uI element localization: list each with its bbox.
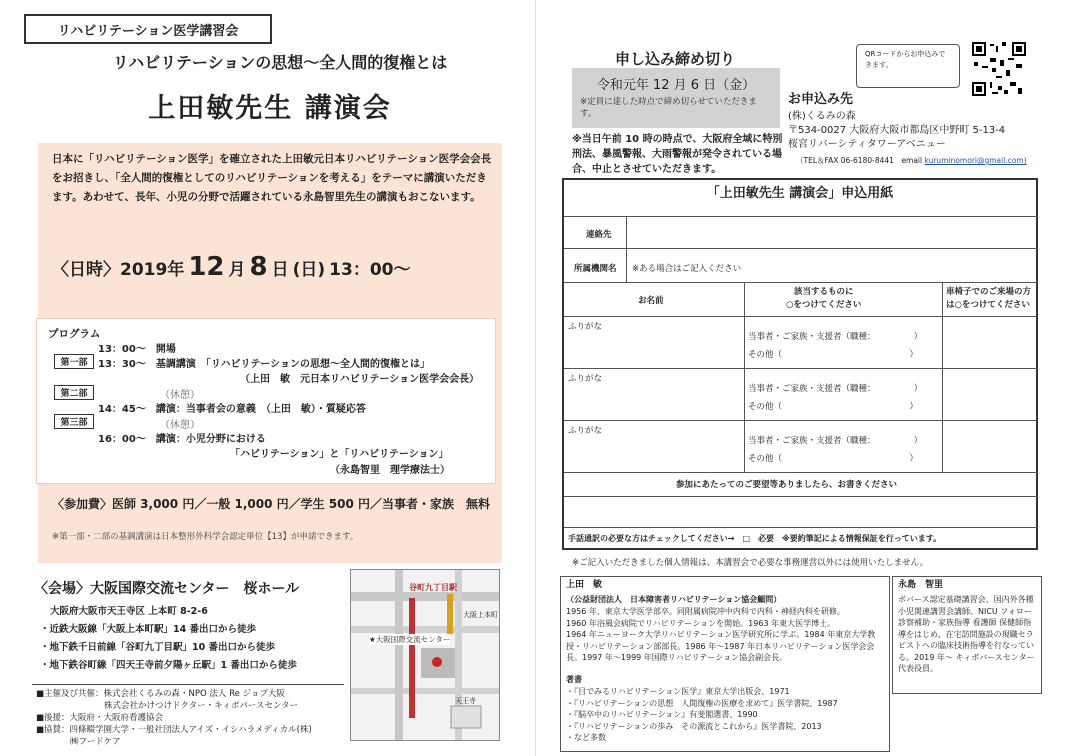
- flyer-right-page: [535, 0, 1069, 756]
- venue-address: 大阪府大阪市天王寺区 上本町 8-2-6: [50, 606, 208, 617]
- furigana-label: ふりがな: [568, 426, 603, 436]
- form-rule: [564, 248, 1038, 249]
- deadline-note: ※定員に達した時点で締め切らせていただきます。: [580, 97, 757, 119]
- program-row: （永島智里 理学療法士）: [330, 465, 450, 476]
- form-col-rule: [942, 282, 943, 472]
- bio-work: ・『リハビリテーションの思想 人間復権の医療を求めて』医学書院、1987: [566, 698, 838, 708]
- bio-work: ・『脳卒中のリハビリテーション』有斐閣選書、1990: [566, 710, 758, 719]
- map-station-label: 大阪上本町: [463, 611, 498, 619]
- bio-text: ボバース認定基礎講習会、国内外各種 小児関連講習会講師。NICU フォロー診察補助・家族指導 看護師 保健師指導をはじめ、在宅訪問施設の現職セラピストへの臨床技術指導を行なっている。2019 年〜 キィボバースセンター代表役員。: [898, 595, 1035, 673]
- program-row: （上田 敏 元日本リハビリテーション医学会会長）: [240, 374, 480, 385]
- flyer-left-page: [0, 0, 534, 756]
- bio-name: 上田 敏: [566, 580, 603, 590]
- qr-code-icon[interactable]: [970, 40, 1028, 98]
- contact-field-label: 連絡先: [586, 230, 612, 240]
- bio-line: 1956 年、東京大学医学部卒。同附属病院冲中内科で内科・神経内科を研修。: [566, 607, 845, 616]
- sign-language-check[interactable]: 手話通訳の必要な方はチェックしてください→ □ 必要 ※要約筆記による情報保証を行っています。: [568, 534, 942, 543]
- role-option[interactable]: その他（ ）: [748, 350, 919, 360]
- form-col-rule: [744, 282, 745, 472]
- part-badge-2: 第二部: [54, 385, 94, 400]
- lecture-subtitle: リハビリテーションの思想〜全人間的復権とは: [112, 53, 448, 72]
- program-row: [98, 355, 430, 370]
- form-rule: [564, 496, 1038, 497]
- organizer-line: ㈱フードケア: [36, 737, 121, 747]
- venue-heading: 〈会場〉大阪国際交流センター 桜ホール: [34, 581, 300, 597]
- access-line: ・地下鉄千日前線「谷町九丁目駅」10 番出口から徒歩: [40, 642, 276, 653]
- weather-cancellation-note: ※当日午前 10 時の時点で、大阪府全域に特別刑法、暴風警報、大雨警報が発令されている場合、中止とさせていただきます。: [572, 134, 783, 175]
- program-row: [98, 340, 176, 355]
- role-option[interactable]: その他（ ）: [748, 454, 919, 464]
- bio-works-label: 著書: [566, 675, 582, 684]
- name-field[interactable]: [566, 330, 742, 366]
- organizer-line: 株式会社かけつけドクター・キィボパースセンター: [36, 701, 299, 711]
- part-badge-1: 第一部: [54, 354, 94, 369]
- program-title: プログラム: [48, 328, 101, 340]
- affiliation-field-label: 所属機関名: [574, 264, 617, 274]
- form-rule: [564, 282, 1038, 283]
- bio-career: [566, 606, 884, 664]
- program-break: （休憩）: [160, 390, 200, 401]
- access-line: ・地下鉄谷町線「四天王寺前夕陽ヶ丘駅」1 番出口から徒歩: [40, 660, 297, 671]
- contact-email-link[interactable]: kuruminomori@gmail.com): [924, 156, 1027, 165]
- form-rule: [564, 472, 1038, 473]
- certification-note: ※第一部・二部の基調講演は日本整形外科学会認定単位【13】が申請できます。: [52, 532, 359, 542]
- datetime-time: 13：00〜: [329, 260, 411, 280]
- datetime-day: 8: [249, 252, 268, 282]
- event-datetime: [52, 252, 502, 282]
- access-line: ・近鉄大阪線「大阪上本町駅」14 番出口から徒歩: [40, 624, 257, 635]
- role-option[interactable]: 当事者・ご家族・支援者（職種： ）: [748, 436, 923, 446]
- role-column-header: 該当するものに ○をつけてください: [786, 287, 862, 310]
- contact-phone: （TEL＆FAX 06-6180-8441 email: [796, 156, 923, 165]
- series-badge: リハビリテーション医学講習会: [24, 14, 272, 44]
- map-graphic: [351, 570, 500, 741]
- datetime-month: 12: [188, 252, 225, 282]
- map-station-label: 谷町九丁目駅: [409, 583, 457, 592]
- program-time: 13：00〜: [98, 344, 146, 355]
- program-row: 「ハビリテーション」と「リハビリテーション」: [230, 449, 449, 460]
- datetime-month-unit: 月: [228, 260, 246, 280]
- program-text: 講演：小児分野における: [155, 434, 266, 445]
- apply-heading: お申込み先: [788, 92, 854, 107]
- wheelchair-field[interactable]: [944, 422, 1036, 470]
- program-time: 13：30〜: [98, 359, 146, 370]
- form-rule: [564, 368, 1038, 369]
- affiliation-note: ※ある場合はご記入ください: [632, 264, 742, 274]
- requests-label: 参加にあたってのご要望等ありましたら、お書きください: [676, 480, 898, 490]
- form-rule: [564, 216, 1038, 217]
- bio-org: （公益財団法人 日本障害者リハビリテーション協会顧問）: [566, 595, 782, 604]
- apply-company: (株)くるみの森: [788, 111, 856, 122]
- program-text: 講演：当事者会の意義 （上田 敏）・質疑応答: [155, 404, 366, 415]
- bio-work: ・など多数: [566, 733, 606, 742]
- deadline-label: 申し込み締め切り: [614, 50, 735, 68]
- furigana-label: ふりがな: [568, 374, 603, 384]
- form-title: 「上田敏先生 講演会」申込用紙: [706, 186, 894, 201]
- map-venue-label: ★大阪国際交流センター: [369, 635, 451, 644]
- organizer-line: ■協賛：四條畷学園大学・一般社団法人アイズ・イシハラメディカル(株): [36, 725, 312, 735]
- program-text: 開場: [155, 344, 176, 355]
- name-field[interactable]: [566, 434, 742, 470]
- wheelchair-column-header: 車椅子でのご来場の方は○をつけてください: [946, 287, 1032, 310]
- privacy-note: ※ご記入いただきました個人情報は、本講習会で必要な事務運営以外には使用いたしません。: [572, 558, 929, 568]
- program-row: [98, 430, 266, 445]
- bio-work: ・『リハビリテーションの歩み その源流とこれから』医学書院、2013: [566, 721, 822, 731]
- datetime-weekday: (日): [292, 260, 326, 280]
- form-rule: [564, 527, 1038, 528]
- venue-map: [350, 569, 500, 741]
- role-option[interactable]: その他（ ）: [748, 402, 919, 412]
- intro-text: 日本に「リハビリテーション医学」を確立された上田敏元日本リハビリテーション医学会会長をお招きし、「全人間的復権としてのリハビリテーションを考える」をテーマに講演いただきます。あわせて、長年、小児の分野で活躍されている永島智里先生の講演もおこないます。: [52, 153, 492, 203]
- bio-name: 永島 智里: [898, 580, 944, 590]
- affiliation-field[interactable]: [628, 250, 1036, 280]
- datetime-day-unit: 日: [271, 260, 289, 280]
- form-rule: [564, 316, 1038, 317]
- bio-line: 1960 年浴風会病院でリハビリテーションを開始。1963 年東大医学博士。: [566, 618, 836, 628]
- program-time: 14：45〜: [98, 404, 146, 415]
- apply-address-line: 〒534-0027 大阪府大阪市都島区中野町 5-13-4: [788, 125, 1006, 136]
- apply-address: [788, 110, 1005, 152]
- bio-works: [566, 686, 884, 744]
- program-row: [98, 400, 366, 415]
- bio-line: 1964 年ニューヨーク大学リハビリテーション医学研究所に学ぶ。1984 年東京大学教授・リハビリテーション部部長。1986 年〜1987 年日本リハビリテーション医学会会長。1997 年〜1999 年国際リハビリテーション協会副会長。: [566, 630, 876, 662]
- name-column-header: お名前: [638, 296, 664, 306]
- organizer-line: ■主催及び共催：株式会社くるみの森・NPO 法人 Re ジョブ大阪: [36, 689, 285, 699]
- contact-info: [796, 155, 1027, 166]
- program-time: 16：00〜: [98, 434, 146, 445]
- role-option[interactable]: 当事者・ご家族・支援者（職種： ）: [748, 384, 923, 394]
- form-col-rule: [626, 216, 627, 282]
- map-temple-label: 天王寺: [455, 697, 476, 705]
- furigana-label: ふりがな: [568, 322, 603, 332]
- program-break: （休憩）: [160, 420, 200, 431]
- requests-field[interactable]: [566, 498, 1036, 525]
- name-field[interactable]: [566, 382, 742, 418]
- bio-work: ・『目でみるリハビリテーション医学』東京大学出版会、1971: [566, 687, 790, 696]
- organizer-line: ■後援：大阪府・大阪府看護協会: [36, 713, 164, 723]
- fee-text: 〈参加費〉医師 3,000 円／一般 1,000 円／学生 500 円／当事者・家族 無料: [52, 497, 491, 511]
- datetime-label: 〈日時〉2019年: [52, 260, 185, 280]
- deadline-date: 令和元年 12 月 6 日（金）: [596, 78, 756, 93]
- part-badge-3: 第三部: [54, 414, 94, 429]
- qr-caption: QRコードからお申込みできます。: [856, 44, 960, 88]
- program-text: 基調講演 「リハビリテーションの思想〜全人間的復権とは」: [155, 359, 430, 370]
- role-option[interactable]: 当事者・ご家族・支援者（職種： ）: [748, 332, 923, 342]
- wheelchair-field[interactable]: [944, 318, 1036, 366]
- page-title: 上田敏先生 講演会: [148, 93, 392, 124]
- wheelchair-field[interactable]: [944, 370, 1036, 418]
- apply-address-line: 桜宮リバーシティタワーアベニュー: [788, 139, 946, 150]
- contact-field[interactable]: [628, 218, 1036, 246]
- form-rule: [564, 420, 1038, 421]
